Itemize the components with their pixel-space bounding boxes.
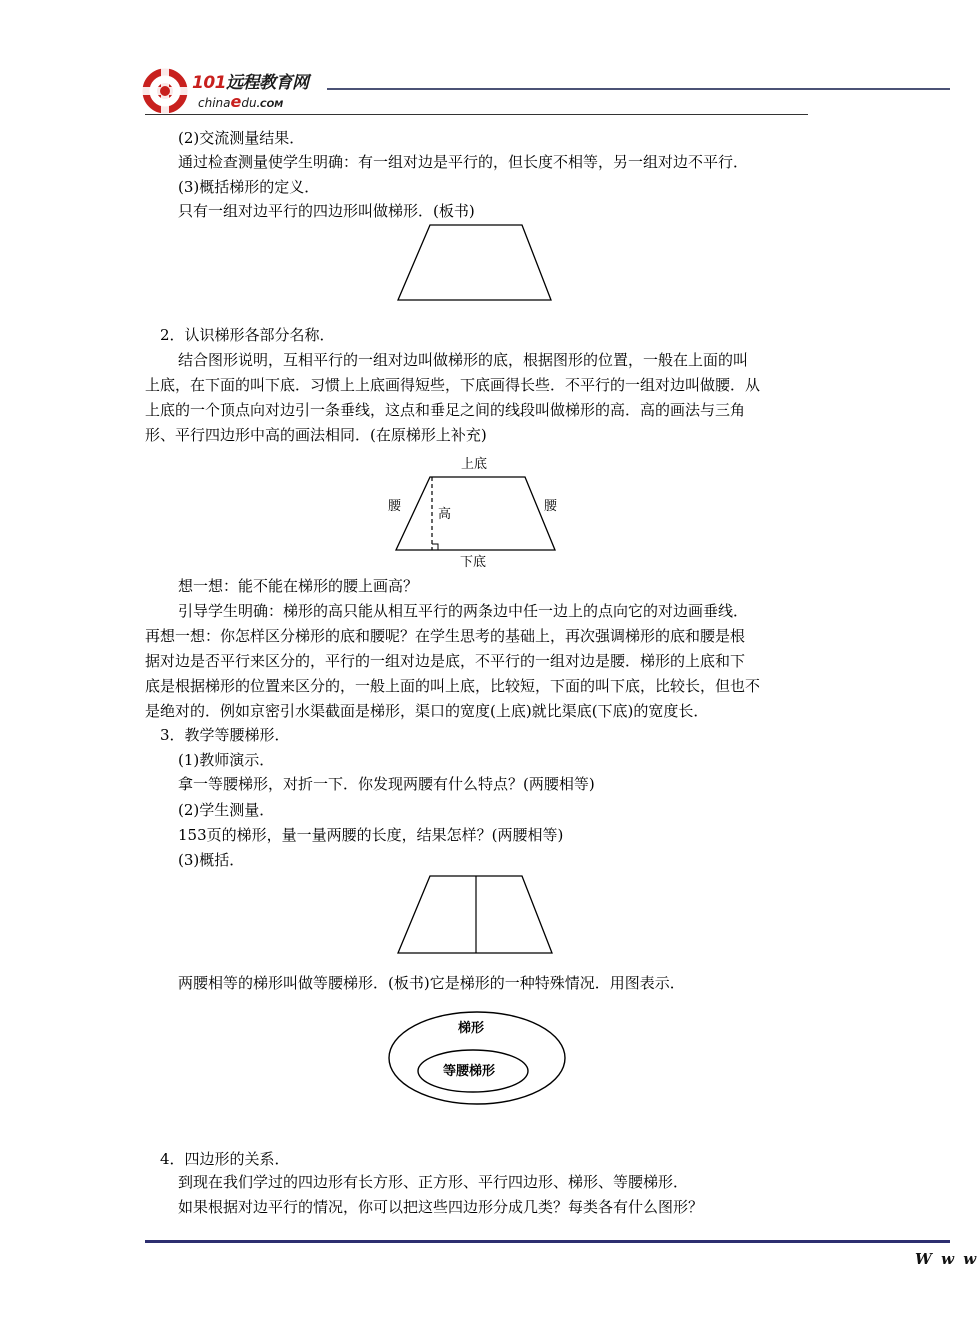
text-line: 两腰相等的梯形叫做等腰梯形．(板书)它是梯形的一种特殊情况．用图表示． [178,974,685,992]
logo-emblem-icon [142,68,188,114]
footer-url: W w w [915,1250,978,1268]
right-leg-label: 腰 [544,499,558,514]
footer-rule [145,1240,950,1243]
section-heading: 4．四边形的关系． [160,1150,290,1168]
height-label: 高 [438,507,452,522]
section-heading: 2．认识梯形各部分名称． [160,326,335,344]
left-leg-label: 腰 [388,499,402,514]
text-line: 通过检查测量使学生明确：有一组对边是平行的，但长度不相等，另一组对边不平行． [178,153,749,171]
text-line: 上底的一个顶点向对边引一条垂线，这点和垂足之间的线段叫做梯形的高．高的画法与三角 [145,401,746,419]
text-line: (2)交流测量结果． [178,129,305,147]
trapezoid-figure [390,222,560,306]
text-line: 到现在我们学过的四边形有长方形、正方形、平行四边形、梯形、等腰梯形． [178,1173,689,1191]
text-line: (2)学生测量． [178,801,275,819]
bottom-base-label: 下底 [460,555,487,570]
labeled-trapezoid-figure [380,452,570,572]
section-heading: 3．教学等腰梯形． [160,726,290,744]
top-base-label: 上底 [461,457,488,472]
venn-outer-label: 梯形 [458,1021,485,1036]
logo-subtitle: chinaedu.COM [198,92,284,111]
text-line: 拿一等腰梯形，对折一下．你发现两腰有什么特点？(两腰相等) [178,775,595,793]
venn-diagram [385,1008,571,1110]
logo-title: 101远程教育网 [192,73,309,93]
text-line: (3)概括梯形的定义． [178,178,320,196]
text-line: (1)教师演示． [178,751,275,769]
text-line: 只有一组对边平行的四边形叫做梯形．(板书) [178,202,475,220]
text-line: 153页的梯形，量一量两腰的长度，结果怎样？(两腰相等) [178,826,564,844]
text-line: 是绝对的．例如京密引水渠截面是梯形，渠口的宽度(上底)就比渠底(下底)的宽度长． [145,702,709,720]
venn-inner-label: 等腰梯形 [443,1064,496,1079]
header-rule-bottom [145,114,808,115]
site-logo [142,66,342,114]
text-line: 结合图形说明，互相平行的一组对边叫做梯形的底，根据图形的位置，一般在上面的叫 [178,351,749,369]
text-line: 再想一想：你怎样区分梯形的底和腰呢？在学生思考的基础上，再次强调梯形的底和腰是根 [145,627,746,645]
text-line: 上底，在下面的叫下底．习惯上上底画得短些，下底画得长些．不平行的一组对边叫做腰．从 [145,376,761,394]
text-line: 想一想：能不能在梯形的腰上画高？ [178,577,419,595]
text-line: 据对边是否平行来区分的，平行的一组对边是底，不平行的一组对边是腰．梯形的上底和下 [145,652,746,670]
text-line: 形、平行四边形中高的画法相同．(在原梯形上补充) [145,426,487,444]
header-rule-top [327,88,950,90]
text-line: (3)概括． [178,851,245,869]
text-line: 如果根据对边平行的情况，你可以把这些四边形分成几类？每类各有什么图形？ [178,1198,704,1216]
isosceles-trapezoid-figure [390,872,560,958]
text-line: 底是根据梯形的位置来区分的，一般上面的叫上底，比较短，下面的叫下底，比较长，但也不 [145,677,761,695]
text-line: 引导学生明确：梯形的高只能从相互平行的两条边中任一边上的点向它的对边画垂线． [178,602,749,620]
